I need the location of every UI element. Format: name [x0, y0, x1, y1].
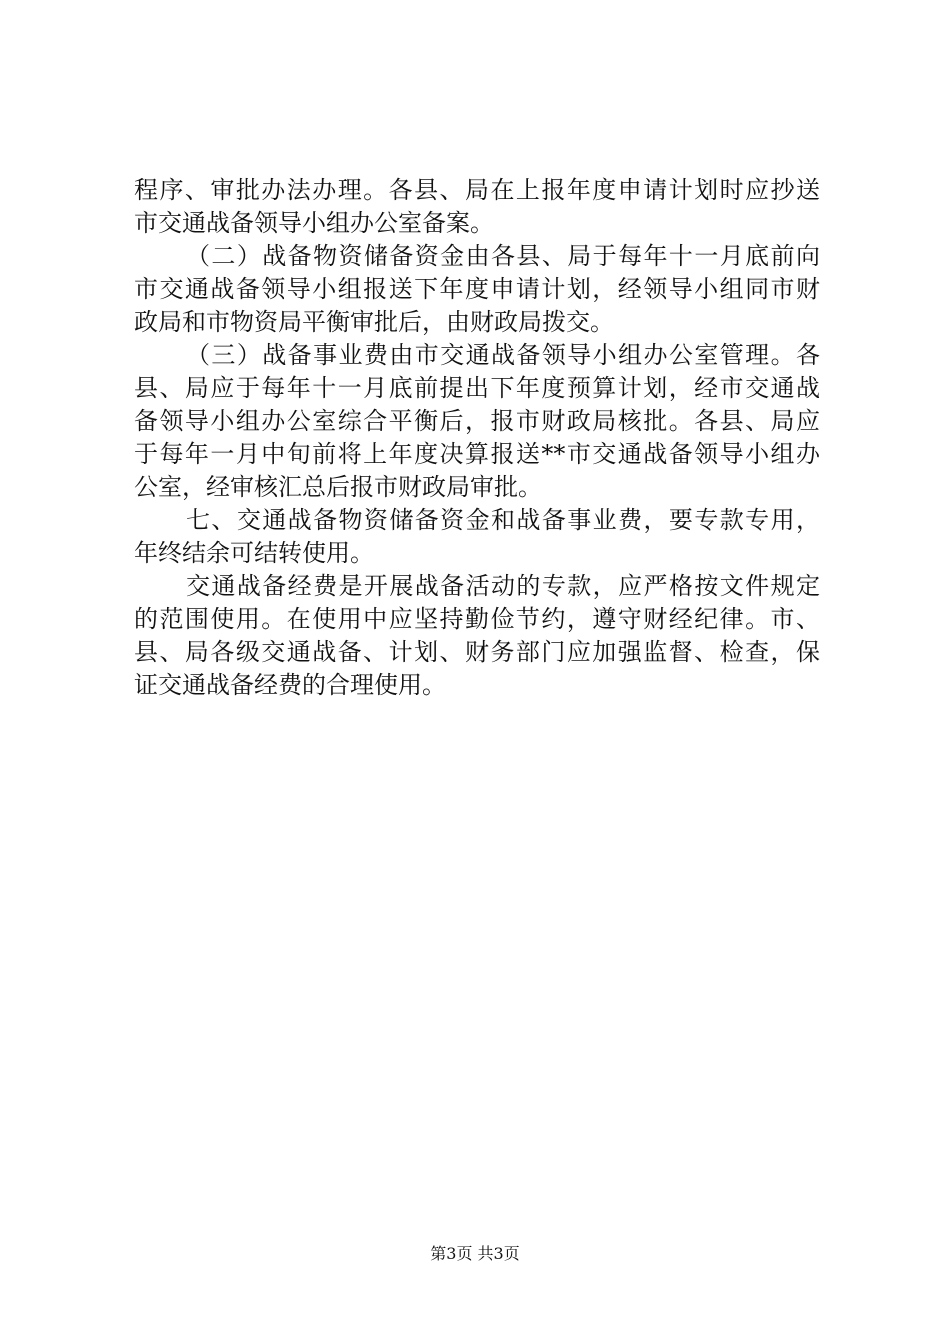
text-line: （三）战备事业费由市交通战备领导小组办公室管理。各	[186, 341, 820, 369]
text-line: 市交通战备领导小组报送下年度申请计划，经领导小组同市财	[134, 275, 820, 303]
text-line: （二）战备物资储备资金由各县、局于每年十一月底前向	[186, 242, 820, 270]
text-line: 交通战备经费是开展战备活动的专款，应严格按文件规定	[186, 572, 820, 600]
text-line: 公室，经审核汇总后报市财政局审批。	[134, 473, 542, 501]
text-line: 的范围使用。在使用中应坚持勤俭节约，遵守财经纪律。市、	[134, 605, 820, 633]
text-line: 证交通战备经费的合理使用。	[134, 671, 446, 699]
text-line: 程序、审批办法办理。各县、局在上报年度申请计划时应抄送	[134, 176, 820, 204]
text-line: 政局和市物资局平衡审批后，由财政局拨交。	[134, 308, 614, 336]
text-line: 七、交通战备物资储备资金和战备事业费，要专款专用，	[186, 506, 820, 534]
text-line: 县、局应于每年十一月底前提出下年度预算计划，经市交通战	[134, 374, 820, 402]
text-line: 于每年一月中旬前将上年度决算报送**市交通战备领导小组办	[134, 440, 820, 468]
page-number-footer: 第3页 共3页	[430, 1244, 520, 1263]
text-line: 备领导小组办公室综合平衡后，报市财政局核批。各县、局应	[134, 407, 820, 435]
text-line: 市交通战备领导小组办公室备案。	[134, 209, 494, 237]
text-line: 年终结余可结转使用。	[134, 539, 374, 567]
document-body	[134, 174, 820, 702]
text-line: 县、局各级交通战备、计划、财务部门应加强监督、检查，保	[134, 638, 820, 666]
